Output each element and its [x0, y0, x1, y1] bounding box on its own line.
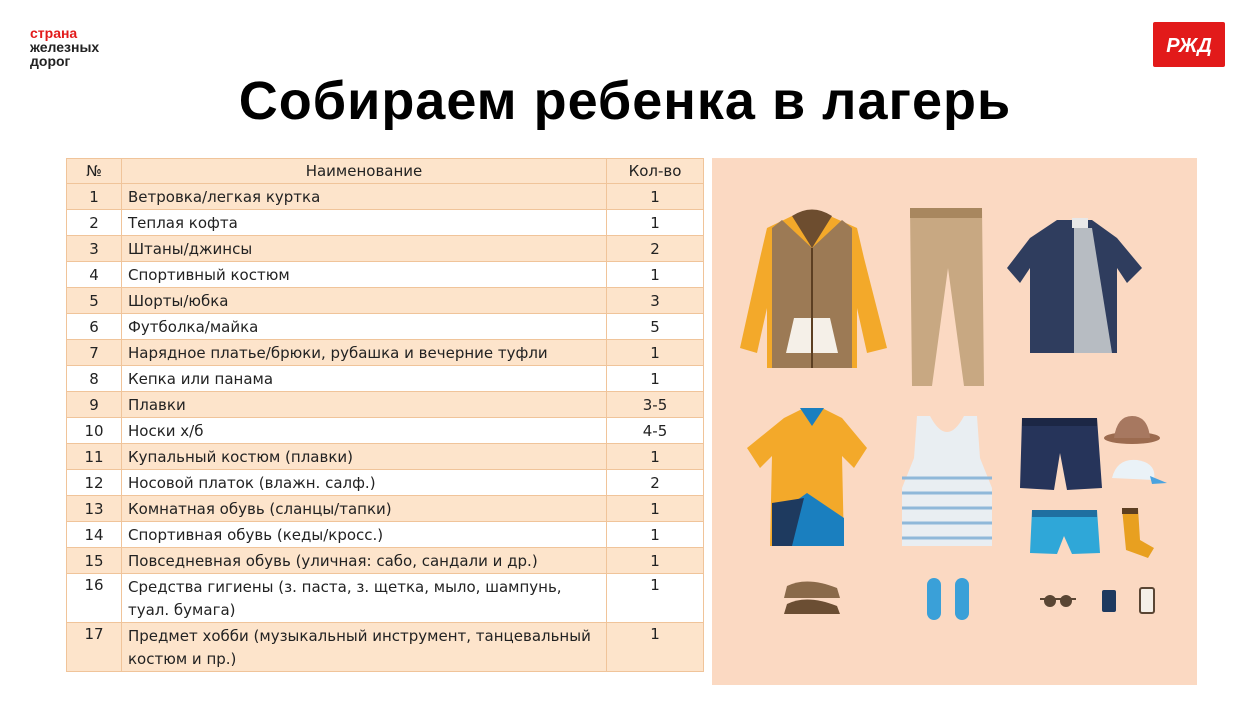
row-number: 8 [67, 366, 122, 392]
row-number: 9 [67, 392, 122, 418]
table-row [67, 623, 704, 672]
checklist-table [66, 158, 704, 672]
table-row [67, 184, 704, 210]
polo-shirt-icon [747, 408, 867, 546]
cap-icon [1112, 460, 1167, 484]
table-row [67, 548, 704, 574]
row-item-name: Средства гигиены (з. паста, з. щетка, мыло, шампунь, туал. бумага) [122, 574, 607, 623]
row-quantity: 1 [607, 340, 704, 366]
swim-shorts-icon [1030, 510, 1100, 554]
row-item-name: Комнатная обувь (сланцы/тапки) [122, 496, 607, 522]
table-row [67, 574, 704, 623]
row-number: 10 [67, 418, 122, 444]
row-quantity: 1 [607, 444, 704, 470]
brand-line-3: дорог [30, 53, 71, 69]
table-row [67, 210, 704, 236]
row-number: 4 [67, 262, 122, 288]
row-item-name: Штаны/джинсы [122, 236, 607, 262]
row-number: 13 [67, 496, 122, 522]
row-item-name: Нарядное платье/брюки, рубашка и вечерние туфли [122, 340, 607, 366]
row-item-name: Кепка или панама [122, 366, 607, 392]
col-header-number: № [67, 159, 122, 184]
row-quantity: 1 [607, 522, 704, 548]
row-quantity: 2 [607, 470, 704, 496]
row-quantity: 2 [607, 236, 704, 262]
row-number: 3 [67, 236, 122, 262]
table-row [67, 392, 704, 418]
row-item-name: Носовой платок (влажн. салф.) [122, 470, 607, 496]
row-quantity: 4-5 [607, 418, 704, 444]
row-number: 14 [67, 522, 122, 548]
row-quantity: 1 [607, 496, 704, 522]
row-number: 1 [67, 184, 122, 210]
row-number: 7 [67, 340, 122, 366]
row-quantity: 1 [607, 366, 704, 392]
hat-icon [1104, 416, 1160, 444]
row-number: 11 [67, 444, 122, 470]
table-row [67, 236, 704, 262]
svg-text:РЖД: РЖД [1166, 34, 1212, 57]
brand-line-1: страна [30, 25, 78, 41]
row-item-name: Футболка/майка [122, 314, 607, 340]
rzd-logo [1153, 22, 1225, 67]
row-quantity: 1 [607, 210, 704, 236]
row-item-name: Повседневная обувь (уличная: сабо, сандали и др.) [122, 548, 607, 574]
row-quantity: 3 [607, 288, 704, 314]
row-quantity: 1 [607, 262, 704, 288]
clothing-illustration [712, 158, 1197, 685]
row-item-name: Купальный костюм (плавки) [122, 444, 607, 470]
table-row [67, 366, 704, 392]
hoodie-icon [740, 210, 887, 369]
row-item-name: Спортивный костюм [122, 262, 607, 288]
row-quantity: 1 [607, 623, 704, 672]
tank-top-icon [902, 416, 992, 546]
page-title: Собираем ребенка в лагерь [238, 71, 1012, 131]
table-row [67, 522, 704, 548]
table-row [67, 288, 704, 314]
col-header-qty: Кол-во [607, 159, 704, 184]
row-number: 5 [67, 288, 122, 314]
row-item-name: Плавки [122, 392, 607, 418]
row-item-name: Спортивная обувь (кеды/кросс.) [122, 522, 607, 548]
row-number: 12 [67, 470, 122, 496]
row-quantity: 5 [607, 314, 704, 340]
table-row [67, 314, 704, 340]
flip-flops-icon [927, 578, 969, 620]
table-row [67, 444, 704, 470]
row-number: 6 [67, 314, 122, 340]
row-item-name: Предмет хобби (музыкальный инструмент, танцевальный костюм и пр.) [122, 623, 607, 672]
row-number: 17 [67, 623, 122, 672]
row-quantity: 1 [607, 184, 704, 210]
clothing-illustration-canvas [712, 158, 1197, 685]
brand-wordmark [30, 26, 99, 68]
shirt-icon [1007, 218, 1142, 353]
pants-icon [910, 208, 984, 386]
table-row [67, 496, 704, 522]
table-header-row [67, 159, 704, 184]
rzd-logo-icon [1159, 31, 1219, 59]
shorts-icon [1020, 418, 1102, 490]
table-row [67, 418, 704, 444]
row-quantity: 1 [607, 574, 704, 623]
col-header-name: Наименование [122, 159, 607, 184]
row-quantity: 1 [607, 548, 704, 574]
row-number: 2 [67, 210, 122, 236]
socks-icon [1122, 508, 1154, 558]
sunglasses-icon [1040, 595, 1076, 607]
table-row [67, 470, 704, 496]
shoes-icon [784, 581, 840, 614]
row-item-name: Ветровка/легкая куртка [122, 184, 607, 210]
phone-icon [1102, 588, 1154, 613]
table-row [67, 340, 704, 366]
row-quantity: 3-5 [607, 392, 704, 418]
row-number: 15 [67, 548, 122, 574]
row-number: 16 [67, 574, 122, 623]
row-item-name: Шорты/юбка [122, 288, 607, 314]
row-item-name: Носки х/б [122, 418, 607, 444]
row-item-name: Теплая кофта [122, 210, 607, 236]
brand-line-2: железных [30, 39, 100, 55]
table-row [67, 262, 704, 288]
